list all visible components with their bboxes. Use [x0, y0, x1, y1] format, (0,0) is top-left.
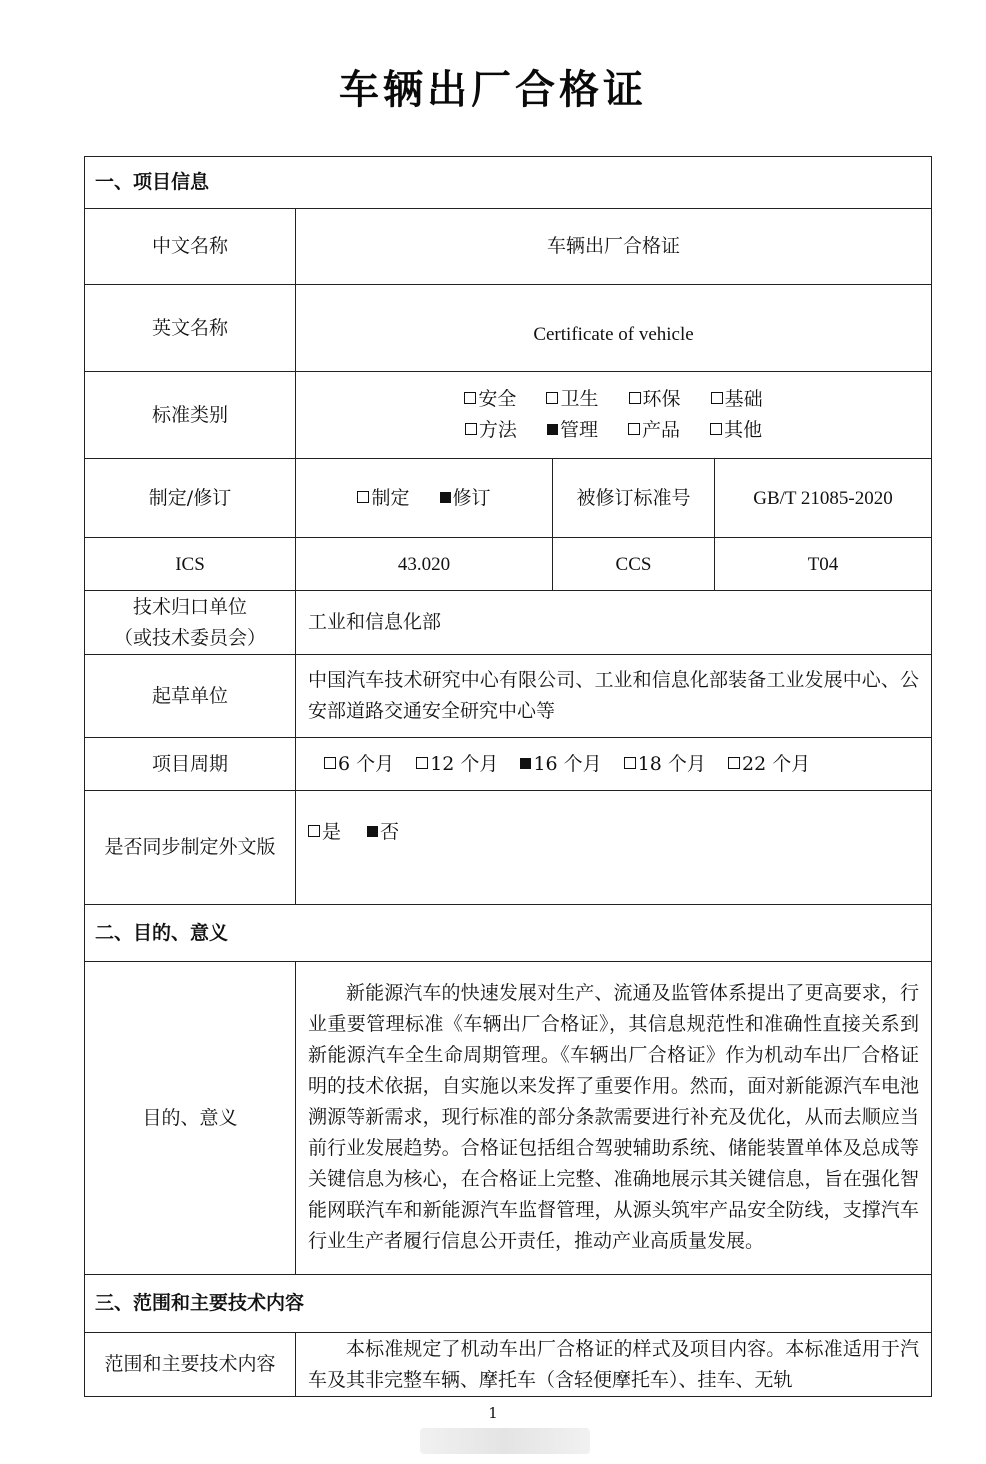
section-scope: 三、范围和主要技术内容 [85, 1275, 932, 1333]
option-environment[interactable]: 环保 [629, 384, 681, 415]
tech-unit-label: 技术归口单位 （或技术委员会） [85, 591, 296, 655]
checkbox-icon [465, 423, 477, 435]
ccs-value: T04 [715, 538, 932, 591]
project-form-table [84, 156, 932, 1397]
checkbox-icon [464, 392, 476, 404]
option-revise[interactable]: 修订 [440, 483, 491, 514]
checkbox-icon [628, 423, 640, 435]
checkbox-checked-icon [520, 758, 531, 769]
option-basic[interactable]: 基础 [711, 384, 763, 415]
option-other[interactable]: 其他 [710, 415, 762, 446]
document-title: 车辆出厂合格证 [339, 67, 647, 113]
option-draft-new[interactable]: 制定 [357, 483, 409, 514]
checkbox-icon [711, 392, 723, 404]
option-safety[interactable]: 安全 [464, 384, 516, 415]
checkbox-checked-icon [547, 424, 558, 435]
period-options [296, 738, 932, 791]
checkbox-icon [308, 825, 320, 837]
option-16-months[interactable]: 16 个月 [520, 749, 601, 780]
drafting-label: 起草单位 [85, 655, 296, 738]
cn-name-label: 中文名称 [85, 209, 296, 285]
foreign-version-options [296, 791, 932, 905]
option-method[interactable]: 方法 [465, 415, 517, 446]
option-6-months[interactable]: 6 个月 [324, 749, 394, 780]
cn-name-value: 车辆出厂合格证 [296, 209, 932, 285]
ics-label: ICS [85, 538, 296, 591]
period-label: 项目周期 [85, 738, 296, 791]
watermark-blur [420, 1428, 590, 1454]
category-options [296, 372, 932, 459]
revised-standard-label: 被修订标准号 [553, 459, 715, 538]
checkbox-icon [324, 757, 336, 769]
option-product[interactable]: 产品 [628, 415, 680, 446]
option-12-months[interactable]: 12 个月 [416, 749, 498, 780]
option-18-months[interactable]: 18 个月 [624, 749, 706, 780]
en-name-value: Certificate of vehicle [296, 285, 932, 372]
checkbox-checked-icon [440, 492, 451, 503]
tech-unit-value: 工业和信息化部 [296, 591, 932, 655]
checkbox-icon [728, 757, 740, 769]
checkbox-icon [546, 392, 558, 404]
section-purpose: 二、目的、意义 [85, 905, 932, 962]
scope-label: 范围和主要技术内容 [85, 1333, 296, 1397]
revision-label: 制定/修订 [85, 459, 296, 538]
foreign-version-label: 是否同步制定外文版 [85, 791, 296, 905]
option-management[interactable]: 管理 [547, 415, 598, 446]
category-label: 标准类别 [85, 372, 296, 459]
revision-options [296, 459, 553, 538]
scope-text: 本标准规定了机动车出厂合格证的样式及项目内容。本标准适用于汽车及其非完整车辆、摩托车（含轻便摩托车）、挂车、无轨 [296, 1333, 932, 1397]
option-22-months[interactable]: 22 个月 [728, 749, 810, 780]
purpose-text: 新能源汽车的快速发展对生产、流通及监管体系提出了更高要求，行业重要管理标准《车辆出厂合格证》，其信息规范性和准确性直接关系到新能源汽车全生命周期管理。《车辆出厂合格证》作为机动车出厂合格证明的技术依据，自实施以来发挥了重要作用。然而，面对新能源汽车电池溯源等新需求，现行标准的部分条款需要进行补充及优化，从而去顺应当前行业发展趋势。合格证包括组合驾驶辅助系统、储能装置单体及总成等关键信息为核心，在合格证上完整、准确地展示其关键信息，旨在强化智能网联汽车和新能源汽车监督管理，从源头筑牢产品安全防线，支撑汽车行业生产者履行信息公开责任，推动产业高质量发展。 [296, 962, 932, 1275]
checkbox-checked-icon [367, 826, 378, 837]
drafting-value: 中国汽车技术研究中心有限公司、工业和信息化部装备工业发展中心、公安部道路交通安全研究中心等 [296, 655, 932, 738]
option-no[interactable]: 否 [367, 817, 399, 848]
revised-standard-value: GB/T 21085-2020 [715, 459, 932, 538]
en-name-label: 英文名称 [85, 285, 296, 372]
page-number: 1 [488, 1404, 498, 1422]
option-hygiene[interactable]: 卫生 [546, 384, 598, 415]
checkbox-icon [416, 757, 428, 769]
checkbox-icon [629, 392, 641, 404]
ics-value: 43.020 [296, 538, 553, 591]
option-yes[interactable]: 是 [308, 817, 341, 848]
section-project-info: 一、项目信息 [85, 157, 932, 209]
checkbox-icon [710, 423, 722, 435]
purpose-label: 目的、意义 [85, 962, 296, 1275]
checkbox-icon [357, 491, 369, 503]
ccs-label: CCS [553, 538, 715, 591]
checkbox-icon [624, 757, 636, 769]
